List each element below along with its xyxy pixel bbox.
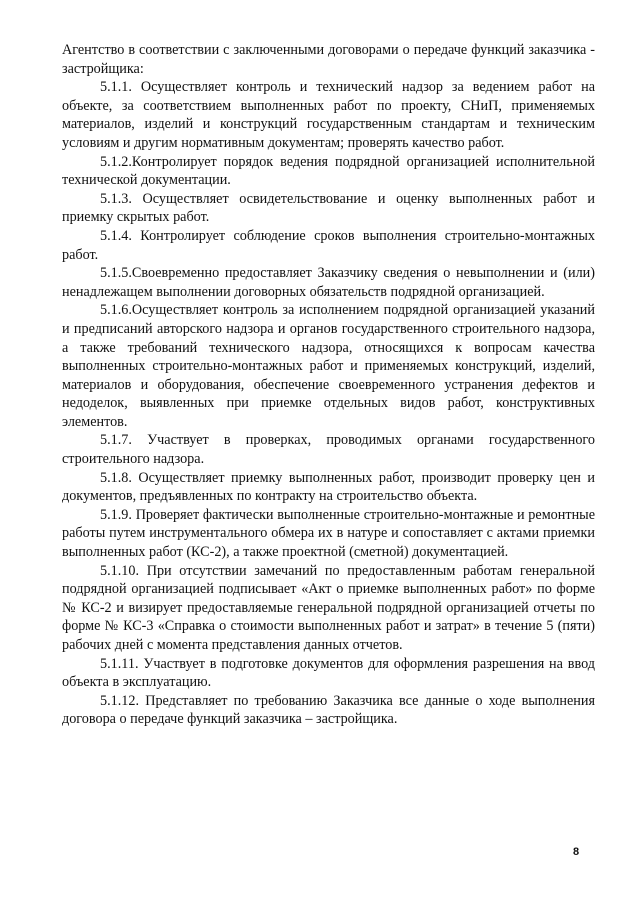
clause-5-1-4: 5.1.4. Контролирует соблюдение сроков выполнения строительно-монтажных работ. <box>62 227 595 263</box>
document-body <box>62 41 595 729</box>
clause-5-1-1: 5.1.1. Осуществляет контроль и технический надзор за ведением работ на объекте, за соответствием выполненных работ по проекту, СНиП, применяемых материалов, изделий и конструкций государственным стандартам и техническим условиям и другим нормативным документам; проверять качество работ. <box>62 79 595 151</box>
clause-5-1-7: 5.1.7. Участвует в проверках, проводимых органами государственного строительного надзора. <box>62 432 595 468</box>
clause-5-1-2: 5.1.2.Контролирует порядок ведения подрядной организацией исполнительной технической документации. <box>62 153 595 189</box>
intro-paragraph: Агентство в соответствии с заключенными договорами о передаче функций заказчика - застройщика: <box>62 42 595 77</box>
clause-5-1-10: 5.1.10. При отсутствии замечаний по предоставленным работам генеральной подрядной организацией подписывает «Акт о приемке выполненных работ» по форме № КС-2 и визирует предоставляемые генеральной подрядной организацией отчеты по форме № КС-3 «Справка о стоимости выполненных работ и затрат» в течение 5 (пяти) рабочих дней с момента представления данных отчетов. <box>62 562 595 653</box>
clause-5-1-3: 5.1.3. Осуществляет освидетельствование и оценку выполненных работ и приемку скрытых работ. <box>62 190 595 226</box>
page-number: 8 <box>573 846 580 858</box>
clause-5-1-9: 5.1.9. Проверяет фактически выполненные строительно-монтажные и ремонтные работы путем инструментального обмера их в натуре и сопоставляет с актами приемки выполненных работ (КС-2), а также проектной (сметной) документацией. <box>62 506 595 561</box>
clause-5-1-6: 5.1.6.Осуществляет контроль за исполнением подрядной организацией указаний и предписаний авторского надзора и органов государственного строительного надзора, а также требований технического надзора, относящихся к вопросам качества выполненных строительно-монтажных работ и применяемых конструкций, изделий, материалов и оборудования, обеспечение своевременного устранения дефектов и недоделок, выявленных при приемке отдельных видов работ, конструктивных элементов. <box>62 302 595 430</box>
clause-5-1-12: 5.1.12. Представляет по требованию Заказчика все данные о ходе выполнения договора о передаче функций заказчика – застройщика. <box>62 692 595 728</box>
clause-5-1-11: 5.1.11. Участвует в подготовке документов для оформления разрешения на ввод объекта в эксплуатацию. <box>62 655 595 691</box>
clause-5-1-5: 5.1.5.Своевременно предоставляет Заказчику сведения о невыполнении и (или) ненадлежащем выполнении договорных обязательств подрядной организацией. <box>62 265 595 300</box>
clause-5-1-8: 5.1.8. Осуществляет приемку выполненных работ, производит проверку цен и документов, предъявленных по контракту на строительство объекта. <box>62 469 595 505</box>
